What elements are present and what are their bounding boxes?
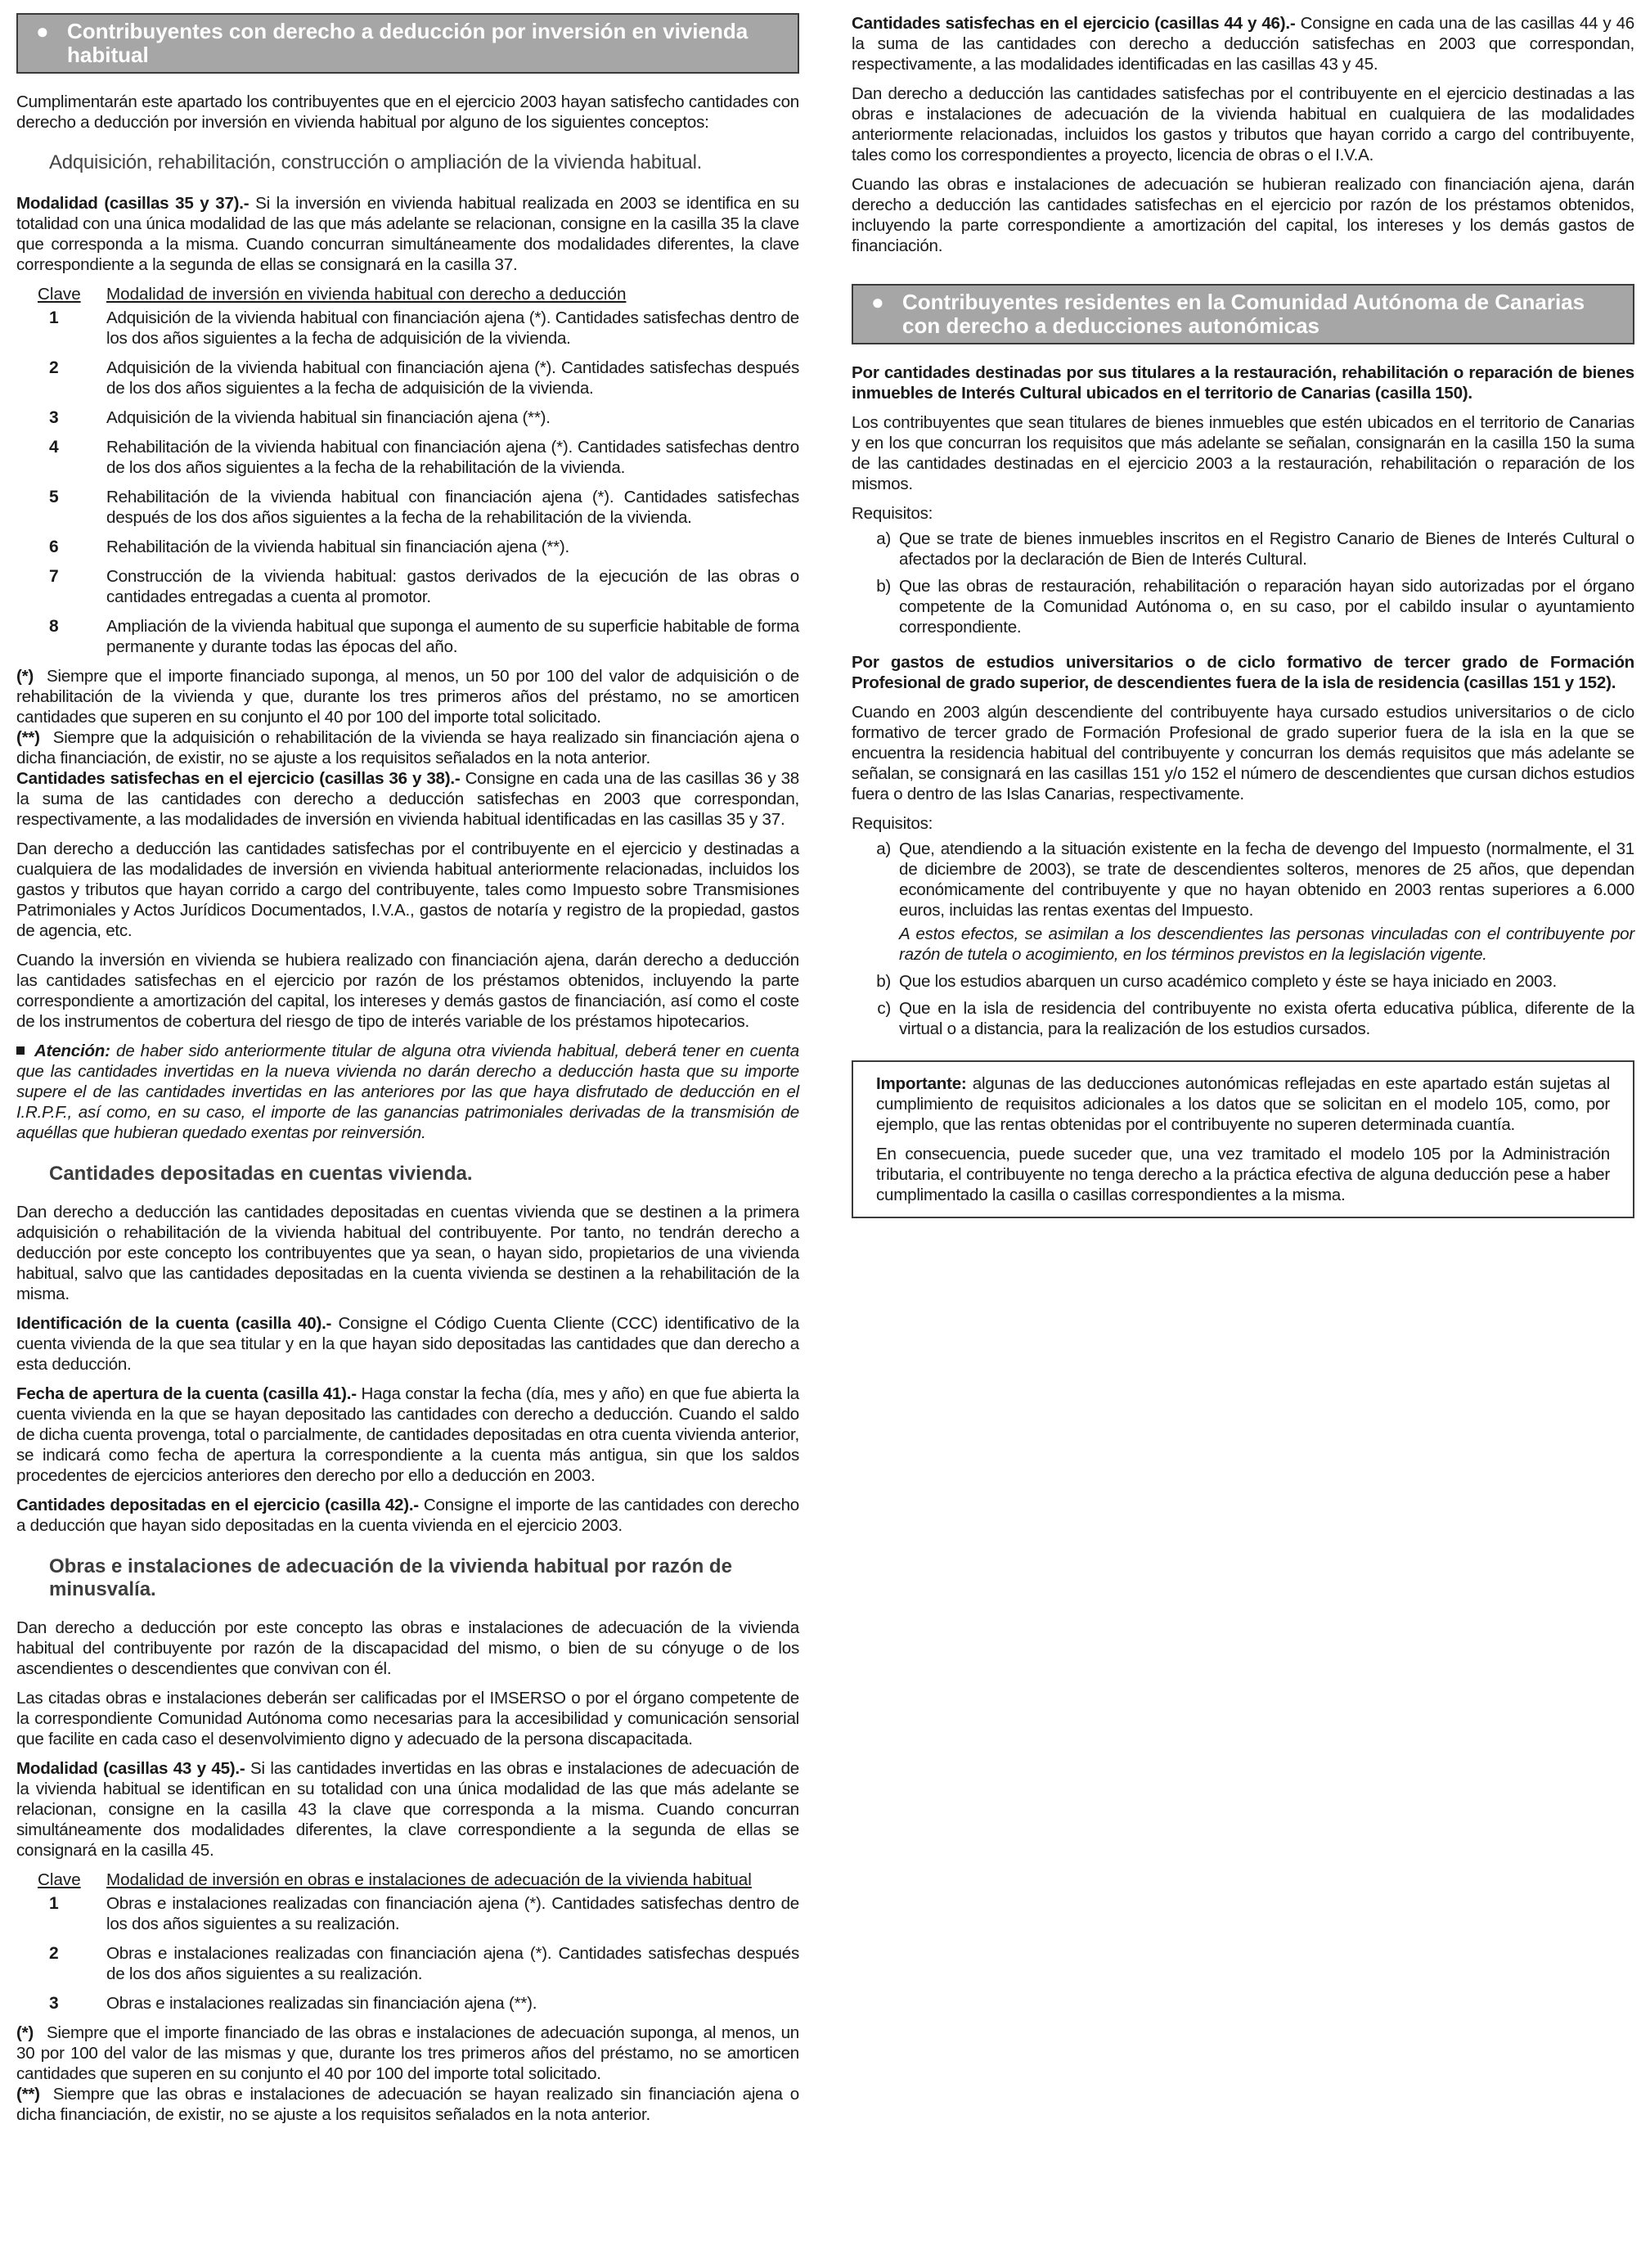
cantidades-44-text: Consigne en cada una de las casillas 44 y 46 la suma de las cantidades con derecho a deducción satisfechas en 2003 que correspondan, respectivamente, a las modalidades identificadas en las casillas 43 y 45. xyxy=(852,14,1634,74)
table1-row xyxy=(38,358,799,398)
clave-number: 1 xyxy=(49,308,59,327)
body-paragraph: Dan derecho a deducción las cantidades satisfechas por el contribuyente en el ejercicio y destinadas a cualquiera de las modalidades de inversión en vivienda habitual anteriormente relacionadas, incluidos los gastos y tributos que hayan corrido a cargo del contribuyente, tales como Impuesto sobre Transmisiones Patrimoniales y Actos Jurídicos Documentados, I.V.A., gastos de notaría y registro de la propiedad, gastos de agencia, etc. xyxy=(16,839,799,940)
body-paragraph: Las citadas obras e instalaciones deberán ser calificadas por el IMSERSO o por el órgano competente de la correspondiente Comunidad Autónoma como necesarias para la accesibilidad y comunicación sensorial que facilite en cada caso el desenvolvimiento digno y adecuado de la persona discapacitada. xyxy=(16,1689,799,1748)
clave-text: Obras e instalaciones realizadas con financiación ajena (*). Cantidades satisfechas dentro de los dos años siguientes a su realización. xyxy=(106,1894,799,1933)
canarias-estudios-heading: Por gastos de estudios universitarios o de ciclo formativo de tercer grado de Formación Profesional de grado superior, de descendientes fuera de la isla de residencia (casillas 151 y 152). xyxy=(852,653,1634,692)
requisitos-label: Requisitos: xyxy=(852,504,933,523)
clave-number: 2 xyxy=(49,358,59,377)
footnote xyxy=(16,666,799,727)
left-column xyxy=(16,13,799,2268)
table1 xyxy=(16,308,799,657)
importante-box xyxy=(852,1060,1634,1218)
table1-header xyxy=(38,284,799,304)
clave-number: 5 xyxy=(49,488,59,506)
depositadas-heading: Cantidades depositadas en el ejercicio (casilla 42).- xyxy=(16,1496,419,1514)
modalidad-43-text: Si las cantidades invertidas en las obras e instalaciones de adecuación de la vivienda habitual se identifican en su totalidad con una única modalidad de las que más adelante se relacionan, consigne en la casilla 43 la clave que corresponda a la misma. Cuando concurran simultáneamente dos modalidades diferentes, la clave correspondiente a la segunda de ellas se consignará en la casilla 45. xyxy=(16,1759,799,1860)
fecha-apertura-text: Haga constar la fecha (día, mes y año) en que fue abierta la cuenta vivienda en la que se hayan depositado las cantidades con derecho a deducción. Cuando el saldo de dicha cuenta provenga, total o parcialmente, de cantidades depositadas en otra cuenta vivienda anterior, se indicará como fecha de apertura la correspondiente a la cuenta más antigua, sin que los saldos procedentes de ejercicios anteriores den derecho por ello a deducción en 2003. xyxy=(16,1384,799,1485)
list-item xyxy=(852,971,1634,992)
table1-row xyxy=(38,308,799,349)
clave-text: Construcción de la vivienda habitual: gastos derivados de la ejecución de las obras o cantidades entregadas a cuenta al promotor. xyxy=(106,567,799,606)
fecha-apertura-heading: Fecha de apertura de la cuenta (casilla 41).- xyxy=(16,1384,357,1403)
clave-text: Obras e instalaciones realizadas con financiación ajena (*). Cantidades satisfechas después de los dos años siguientes a su realización. xyxy=(106,1944,799,1983)
cantidades-36-paragraph xyxy=(16,768,799,830)
atencion-text: de haber sido anteriormente titular de alguna otra vivienda habitual, deberá tener en cuenta que las cantidades invertidas en la nueva vivienda no darán derecho a deducción hasta que su importe supere el de las cantidades invertidas en las anteriores por las que haya disfrutado de deducción en el I.R.P.F., así como, en su caso, el importe de las ganancias patrimoniales derivadas de la transmisión de aquéllas que hubieran quedado exentas por reinversión. xyxy=(16,1042,799,1142)
cantidades-44-heading: Cantidades satisfechas en el ejercicio (casillas 44 y 46).- xyxy=(852,14,1296,33)
clave-text: Rehabilitación de la vivienda habitual con financiación ajena (*). Cantidades satisfechas dentro de los dos años siguientes a la fecha de la rehabilitación de la vivienda. xyxy=(106,438,799,477)
fecha-apertura-paragraph xyxy=(16,1384,799,1486)
footnote xyxy=(16,2023,799,2084)
depositadas-text: Consigne el importe de las cantidades con derecho a deducción que hayan sido depositadas en la cuenta vivienda en el ejercicio 2003. xyxy=(16,1496,799,1535)
cantidades-36-text: Consigne en cada una de las casillas 36 y 38 la suma de las cantidades con derecho a deducción satisfechas en 2003 que correspondan, respectivamente, a las modalidades de inversión en vivienda habitual identificadas en las casillas 35 y 37. xyxy=(16,769,799,829)
footnote xyxy=(16,727,799,768)
importante-paragraph xyxy=(876,1073,1610,1135)
modalidad-paragraph xyxy=(16,193,799,275)
body-paragraph: Los contribuyentes que sean titulares de bienes inmuebles que estén ubicados en el territorio de Canarias y en los que concurran los requisitos que más adelante se señalan, consignarán en la casilla 150 la suma de las cantidades destinadas en el ejercicio 2003 a la restauración, rehabilitación o reparación de los mismos. xyxy=(852,413,1634,493)
clave-number: 3 xyxy=(49,408,59,427)
table2-header xyxy=(38,1870,799,1890)
list-letter: b) xyxy=(876,972,891,991)
table2-row xyxy=(38,1993,799,2014)
footnote-text: Siempre que las obras e instalaciones de adecuación se hayan realizado sin financiación ajena o dicha financiación, de existir, no se ajuste a los requisitos señalados en la nota anterior. xyxy=(16,2085,799,2124)
table1-head-desc: Modalidad de inversión en vivienda habitual con derecho a deducción xyxy=(106,285,627,304)
modalidad-43-paragraph xyxy=(16,1758,799,1861)
list-letter: c) xyxy=(877,999,891,1018)
cantidades-44-paragraph xyxy=(852,13,1634,74)
section-header-canarias xyxy=(852,284,1634,344)
table1-row xyxy=(38,487,799,528)
body-paragraph: Dan derecho a deducción las cantidades depositadas en cuentas vivienda que se destinen a la primera adquisición o rehabilitación de la vivienda habitual del contribuyente. Por tanto, no tendrán derecho a deducción por este concepto los contribuyentes que ya sean, o hayan sido, propietarios de una vivienda habitual, salvo que las cantidades depositadas en la cuenta vivienda se destinen a la rehabilitación de la misma. xyxy=(16,1203,799,1303)
clave-number: 6 xyxy=(49,538,59,556)
identificacion-text: Consigne el Código Cuenta Cliente (CCC) identificativo de la cuenta vivienda de la que sea titular y en la que hayan sido depositadas las cantidades que dan derecho a esta deducción. xyxy=(16,1314,799,1374)
clave-number: 1 xyxy=(49,1894,59,1913)
clave-number: 4 xyxy=(49,438,59,457)
list-text xyxy=(899,839,1634,965)
importante-label: Importante: xyxy=(876,1074,967,1093)
footnote xyxy=(16,2084,799,2125)
depositadas-paragraph xyxy=(16,1495,799,1536)
list-item xyxy=(852,839,1634,965)
table1-row xyxy=(38,616,799,657)
table2-row xyxy=(38,1943,799,1984)
table2-head-desc: Modalidad de inversión en obras e instalaciones de adecuación de la vivienda habitual xyxy=(106,1870,752,1889)
requisitos-list xyxy=(852,529,1634,637)
body-paragraph: Dan derecho a deducción por este concepto las obras e instalaciones de adecuación de la vivienda habitual del contribuyente por razón de la discapacidad del mismo, o bien de su cónyuge o de los ascendientes o descendientes que convivan con él. xyxy=(16,1618,799,1678)
table1-row xyxy=(38,437,799,478)
list-text: Que se trate de bienes inmuebles inscritos en el Registro Canario de Bienes de Interés Cultural o afectados por la declaración de Bien de Interés Cultural. xyxy=(899,529,1634,569)
footnote-text: Siempre que la adquisición o rehabilitación de la vivienda se haya realizado sin financiación ajena o dicha financiación, de existir, no se ajuste a los requisitos señalados en la nota anterior. xyxy=(16,728,799,767)
table1-head-clave: Clave xyxy=(38,285,81,304)
list-text-italic: A estos efectos, se asimilan a los descendientes las personas vinculadas con el contribuyente por razón de tutela o acogimiento, en los términos previstos en la legislación vigente. xyxy=(899,925,1634,964)
clave-text: Rehabilitación de la vivienda habitual sin financiación ajena (**). xyxy=(106,538,569,556)
clave-number: 8 xyxy=(49,617,59,636)
list-text: Que en la isla de residencia del contribuyente no exista oferta educativa pública, diferente de la virtual o a distancia, para la realización de los estudios cursados. xyxy=(899,999,1634,1038)
identificacion-heading: Identificación de la cuenta (casilla 40).- xyxy=(16,1314,332,1333)
subheading-cuentas-vivienda: Cantidades depositadas en cuentas vivienda. xyxy=(49,1163,473,1185)
square-bullet-icon xyxy=(16,1046,25,1055)
canarias-bic-heading: Por cantidades destinadas por sus titulares a la restauración, rehabilitación o reparación de bienes inmuebles de Interés Cultural ubicados en el territorio de Canarias (casilla 150). xyxy=(852,363,1634,403)
clave-text: Ampliación de la vivienda habitual que suponga el aumento de su superficie habitable de forma permanente y durante todas las épocas del año. xyxy=(106,617,799,656)
body-paragraph: Dan derecho a deducción las cantidades satisfechas por el contribuyente en el ejercicio destinadas a las obras e instalaciones de adecuación de la vivienda habitual en cualquiera de las modalidades anteriormente relacionadas, incluidos los gastos y tributos que hayan corrido a cargo del contribuyente, tales como los correspondientes a proyecto, licencia de obras o el I.V.A. xyxy=(852,84,1634,164)
section-header-vivienda xyxy=(16,13,799,74)
clave-text: Rehabilitación de la vivienda habitual con financiación ajena (*). Cantidades satisfechas después de los dos años siguientes a la fecha de la rehabilitación de la vivienda. xyxy=(106,488,799,527)
clave-number: 3 xyxy=(49,1994,59,2013)
importante-paragraph-2: En consecuencia, puede suceder que, una vez tramitado el modelo 105 por la Administración tributaria, el contribuyente no tenga derecho a la práctica efectiva de alguna deducción pese a haber cumplimentado la casilla o casillas correspondientes a la misma. xyxy=(876,1145,1610,1204)
cantidades-36-heading: Cantidades satisfechas en el ejercicio (casillas 36 y 38).- xyxy=(16,769,461,788)
clave-text: Adquisición de la vivienda habitual con financiación ajena (*). Cantidades satisfechas dentro de los dos años siguientes a la fecha de adquisición de la vivienda. xyxy=(106,308,799,348)
list-letter: a) xyxy=(876,529,891,548)
subheading-minusvalia: Obras e instalaciones de adecuación de la vivienda habitual por razón de minusvalía. xyxy=(49,1555,732,1600)
concept-line: Adquisición, rehabilitación, construcción o ampliación de la vivienda habitual. xyxy=(49,151,703,173)
footnote-mark: (**) xyxy=(16,728,40,747)
clave-number: 2 xyxy=(49,1944,59,1963)
clave-text: Adquisición de la vivienda habitual con financiación ajena (*). Cantidades satisfechas después de los dos años siguientes a la fecha de adquisición de la vivienda. xyxy=(106,358,799,398)
table1-row xyxy=(38,407,799,428)
footnote-mark: (*) xyxy=(16,667,34,686)
list-text: Que los estudios abarquen un curso académico completo y éste se haya iniciado en 2003. xyxy=(899,972,1557,991)
atencion-note xyxy=(16,1041,799,1143)
footnote-text: Siempre que el importe financiado de las obras e instalaciones de adecuación suponga, al menos, un 30 por 100 del valor de las mismas y que, durante los tres primeros años del préstamo, no se amorticen cantidades que superen en su conjunto el 40 por 100 del importe total solicitado. xyxy=(16,2023,799,2083)
clave-text: Adquisición de la vivienda habitual sin financiación ajena (**). xyxy=(106,408,551,427)
importante-text: algunas de las deducciones autonómicas reflejadas en este apartado están sujetas al cumplimiento de requisitos adicionales a los datos que se solicitan en el modelo 105, como, por ejemplo, que las rentas obtenidas por el contribuyente no superen determinada cuantía. xyxy=(876,1074,1610,1134)
modalidad-text: Si la inversión en vivienda habitual realizada en 2003 se identifica en su totalidad con una única modalidad de las que más adelante se relacionan, consigne en la casilla 35 la clave que corresponda a la misma. Cuando concurran simultáneamente dos modalidades diferentes, la clave correspondiente a la segunda de ellas se consignará en la casilla 37. xyxy=(16,194,800,274)
right-column xyxy=(852,13,1634,2268)
list-item xyxy=(852,998,1634,1039)
requisitos-list xyxy=(852,839,1634,1039)
table2-row xyxy=(38,1893,799,1934)
identificacion-paragraph xyxy=(16,1313,799,1375)
footnote-mark: (*) xyxy=(16,2023,34,2042)
table2-head-clave: Clave xyxy=(38,1870,81,1889)
footnote-text: Siempre que el importe financiado suponga, al menos, un 50 por 100 del valor de adquisición o de rehabilitación de la vivienda y que, durante los tres primeros años del préstamo, no se amorticen cantidades que superen en su conjunto el 40 por 100 del importe total solicitado. xyxy=(16,667,799,727)
table1-row xyxy=(38,566,799,607)
bullet-icon: ● xyxy=(36,19,49,43)
modalidad-43-heading: Modalidad (casillas 43 y 45).- xyxy=(16,1759,245,1778)
requisitos-label: Requisitos: xyxy=(852,814,933,833)
list-item xyxy=(852,576,1634,637)
list-text: Que las obras de restauración, rehabilitación o reparación hayan sido autorizadas por el órgano competente de la Comunidad Autónoma o, en su caso, por el cabildo insular o ayuntamiento correspondiente. xyxy=(899,577,1634,637)
footnote-mark: (**) xyxy=(16,2085,40,2104)
body-paragraph: Cuando la inversión en vivienda se hubiera realizado con financiación ajena, darán derecho a deducción las cantidades satisfechas en el ejercicio por razón de los préstamos obtenidos, incluyendo la parte correspondiente a amortización del capital, los intereses y demás gastos de financiación, así como el coste de los instrumentos de cobertura del riesgo de tipo de interés variable de los préstamos hipotecarios. xyxy=(16,951,799,1031)
modalidad-heading: Modalidad (casillas 35 y 37).- xyxy=(16,194,250,213)
list-text-main: Que, atendiendo a la situación existente en la fecha de devengo del Impuesto (normalmente, el 31 de diciembre de 2003), se trate de descendientes solteros, menores de 25 años, que dependan económicamente del contribuyente y que no hayan obtenido en 2003 rentas superiores a 6.000 euros, incluidas las rentas exentas del Impuesto. xyxy=(899,839,1634,920)
section-title: Contribuyentes residentes en la Comunidad Autónoma de Canarias con derecho a deducciones autonómicas xyxy=(902,290,1585,338)
clave-text: Obras e instalaciones realizadas sin financiación ajena (**). xyxy=(106,1994,537,2013)
list-letter: a) xyxy=(876,839,891,858)
table2 xyxy=(16,1893,799,2014)
list-item xyxy=(852,529,1634,569)
intro-paragraph: Cumplimentarán este apartado los contribuyentes que en el ejercicio 2003 hayan satisfecho cantidades con derecho a deducción por inversión en vivienda habitual por alguno de los siguientes conceptos: xyxy=(16,92,799,132)
bullet-icon: ● xyxy=(871,290,884,314)
section-title: Contribuyentes con derecho a deducción por inversión en vivienda habitual xyxy=(67,19,749,67)
body-paragraph: Cuando las obras e instalaciones de adecuación se hubieran realizado con financiación ajena, darán derecho a deducción las cantidades satisfechas en el ejercicio por razón de los préstamos obtenidos, incluyendo la parte correspondiente a amortización del capital, los intereses y los demás gastos de financiación. xyxy=(852,175,1634,255)
table1-row xyxy=(38,537,799,557)
list-letter: b) xyxy=(876,577,891,596)
clave-number: 7 xyxy=(49,567,59,586)
body-paragraph: Cuando en 2003 algún descendiente del contribuyente haya cursado estudios universitarios o de ciclo formativo de tercer grado de Formación Profesional de grado superior fuera de la isla en la que se encuentra la residencia habitual del contribuyente y concurran los demás requisitos que más adelante se señalan, se consignará en las casillas 151 y/o 152 el número de descendientes que cursan dichos estudios fuera o dentro de las Islas Canarias, respectivamente. xyxy=(852,703,1634,803)
atencion-label: Atención: xyxy=(34,1042,110,1060)
